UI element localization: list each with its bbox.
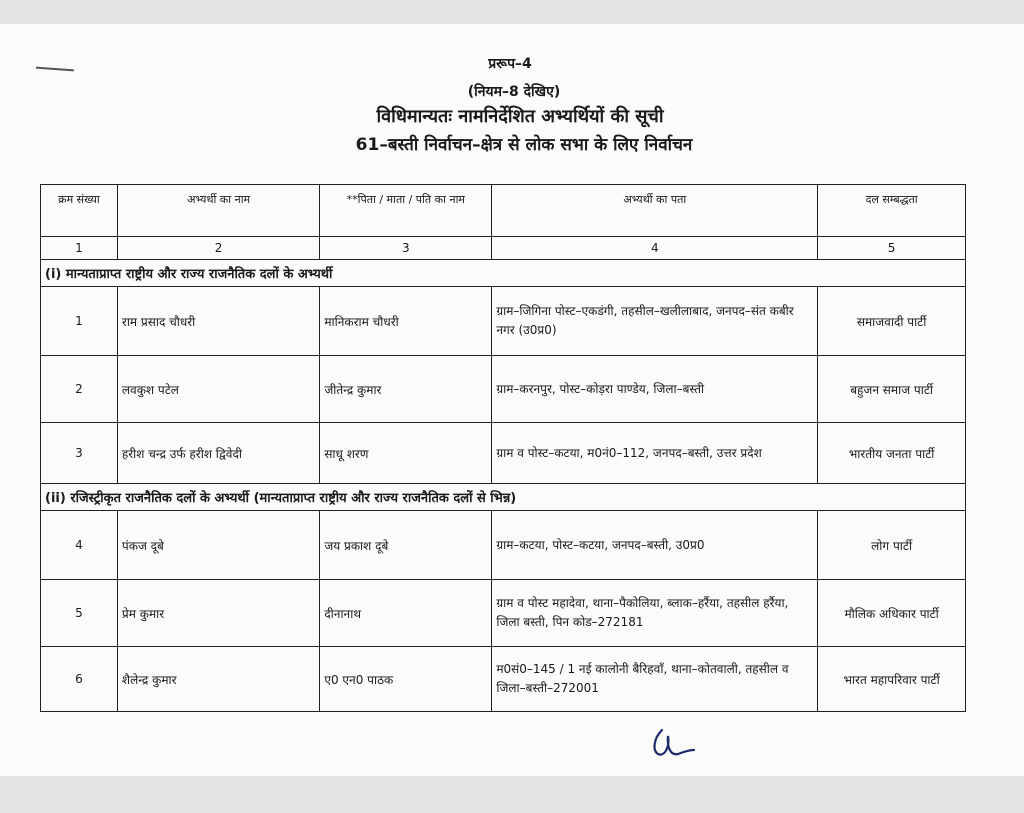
- candidates-table: [40, 184, 966, 712]
- serial-number: 1: [41, 287, 118, 356]
- party-affiliation: लोग पार्टी: [818, 511, 966, 580]
- candidate-address: ग्राम व पोस्ट महादेवा, थाना–पैकोलिया, ब्लाक–हर्रैया, तहसील हर्रैया, जिला बस्ती, पिन कोड–272181: [492, 580, 818, 647]
- document-subtitle: 61–बस्ती निर्वाचन–क्षेत्र से लोक सभा के लिए निर्वाचन: [355, 135, 693, 155]
- section-heading-row: [41, 484, 966, 511]
- candidate-address: ग्राम व पोस्ट–कटया, म0नं0–112, जनपद–बस्ती, उत्तर प्रदेश: [492, 423, 818, 484]
- table-row: [41, 356, 966, 423]
- section-heading: (ii) रजिस्ट्रीकृत राजनैतिक दलों के अभ्यर्थी (मान्यताप्राप्त राष्ट्रीय और राज्य राजनैतिक दलों से भिन्न): [41, 484, 966, 511]
- relative-name: साधू शरण: [320, 423, 492, 484]
- serial-number: 3: [41, 423, 118, 484]
- party-affiliation: भारत महापरिवार पार्टी: [818, 647, 966, 712]
- column-number-row: [41, 237, 966, 260]
- signature-icon: [648, 724, 708, 764]
- relative-name: जीतेन्द्र कुमार: [320, 356, 492, 423]
- party-affiliation: भारतीय जनता पार्टी: [818, 423, 966, 484]
- party-affiliation: मौलिक अधिकार पार्टी: [818, 580, 966, 647]
- table-row: [41, 287, 966, 356]
- candidate-address: ग्राम–जिगिना पोस्ट–एकडंगी, तहसील–खलीलाबाद, जनपद–संत कबीर नगर (उ0प्र0): [492, 287, 818, 356]
- candidate-address: ग्राम–कटया, पोस्ट–कटया, जनपद–बस्ती, उ0प्र0: [492, 511, 818, 580]
- header-relative-name: **पिता / माता / पति का नाम: [320, 185, 492, 237]
- candidate-name: पंकज दूबे: [117, 511, 319, 580]
- section-heading: (i) मान्यताप्राप्त राष्ट्रीय और राज्य राजनैतिक दलों के अभ्यर्थी: [41, 260, 966, 287]
- party-affiliation: समाजवादी पार्टी: [818, 287, 966, 356]
- party-affiliation: बहुजन समाज पार्टी: [818, 356, 966, 423]
- candidate-address: म0सं0–145 / 1 नई कालोनी बैरिहवाँ, थाना–कोतवाली, तहसील व जिला–बस्ती–272001: [492, 647, 818, 712]
- rule-reference: (नियम–8 देखिए): [467, 84, 561, 100]
- column-number: 2: [117, 237, 319, 260]
- candidate-name: लवकुश पटेल: [117, 356, 319, 423]
- candidate-name: हरीश चन्द्र उर्फ हरीश द्विवेदी: [117, 423, 319, 484]
- header-candidate-name: अभ्यर्थी का नाम: [117, 185, 319, 237]
- candidate-address: ग्राम–करनपुर, पोस्ट–कोड़रा पाण्डेय, जिला–बस्ती: [492, 356, 818, 423]
- header-address: अभ्यर्थी का पता: [492, 185, 818, 237]
- column-number: 5: [818, 237, 966, 260]
- column-number: 4: [492, 237, 818, 260]
- table-row: [41, 423, 966, 484]
- relative-name: जय प्रकाश दूबे: [320, 511, 492, 580]
- table-row: [41, 511, 966, 580]
- column-number: 3: [320, 237, 492, 260]
- column-number: 1: [41, 237, 118, 260]
- serial-number: 4: [41, 511, 118, 580]
- table-row: [41, 580, 966, 647]
- candidate-name: राम प्रसाद चौधरी: [117, 287, 319, 356]
- header-party: दल सम्बद्धता: [818, 185, 966, 237]
- header-serial: क्रम संख्या: [41, 185, 118, 237]
- relative-name: ए0 एन0 पाठक: [320, 647, 492, 712]
- table-row: [41, 647, 966, 712]
- document-title: विधिमान्यतः नामनिर्देशित अभ्यर्थियों की सूची: [376, 106, 664, 127]
- section-heading-row: [41, 260, 966, 287]
- serial-number: 6: [41, 647, 118, 712]
- form-number: प्ररूप–4: [488, 56, 532, 72]
- relative-name: दीनानाथ: [320, 580, 492, 647]
- relative-name: मानिकराम चौधरी: [320, 287, 492, 356]
- serial-number: 5: [41, 580, 118, 647]
- candidate-name: प्रेम कुमार: [117, 580, 319, 647]
- document-sheet: [0, 24, 1024, 776]
- table-header-row: [41, 185, 966, 237]
- candidate-name: शैलेन्द्र कुमार: [117, 647, 319, 712]
- serial-number: 2: [41, 356, 118, 423]
